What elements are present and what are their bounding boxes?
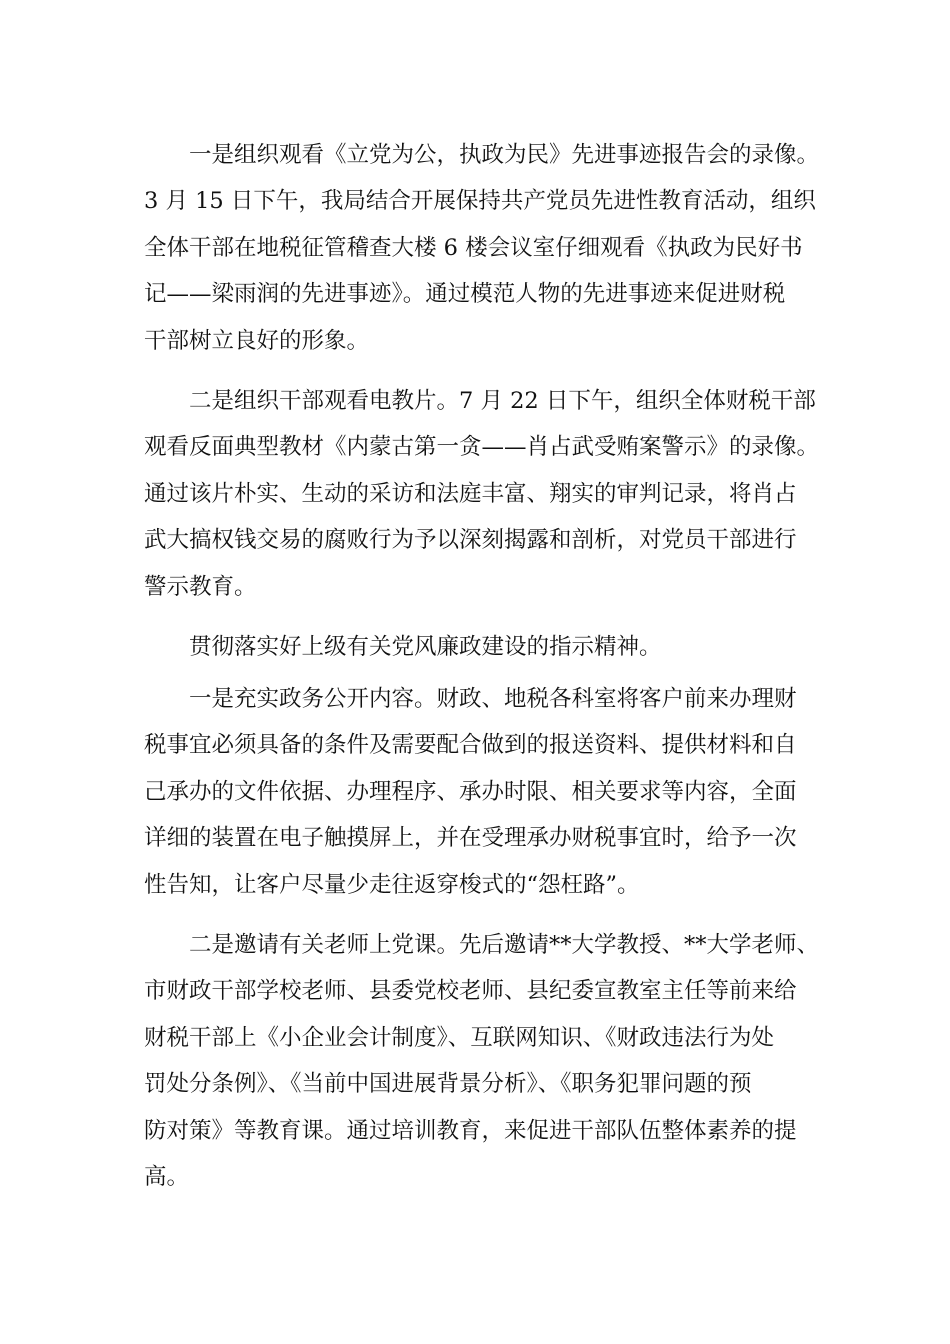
p5-line-3: 财税干部上《小企业会计制度》、互联网知识、《财政违法行为处	[144, 1025, 775, 1051]
p1-line-1: 一是组织观看《立党为公，执政为民》先进事迹报告会的录像。	[189, 142, 820, 168]
p5-line-5: 防对策》等教育课。通过培训教育，来促进干部队伍整体素养的提	[144, 1118, 797, 1144]
p4-line-3: 己承办的文件依据、办理程序、承办时限、相关要求等内容，全面	[144, 779, 797, 805]
p1-line-3: 全体干部在地税征管稽查大楼 6 楼会议室仔细观看《执政为民好书	[144, 235, 803, 261]
p2-line-4: 武大搞权钱交易的腐败行为予以深刻揭露和剖析，对党员干部进行	[144, 527, 797, 553]
p1-line-2: 3 月 15 日下午，我局结合开展保持共产党员先进性教育活动，组织	[144, 188, 816, 214]
p1-line-5: 干部树立良好的形象。	[144, 328, 370, 354]
p1-line-4: 记——梁雨润的先进事迹》。通过模范人物的先进事迹来促进财税	[144, 281, 786, 307]
p2-line-2: 观看反面典型教材《内蒙古第一贪——肖占武受贿案警示》的录像。	[144, 434, 820, 460]
p3-line-1: 贯彻落实好上级有关党风廉政建设的指示精神。	[189, 634, 662, 660]
p2-line-3: 通过该片朴实、生动的采访和法庭丰富、翔实的审判记录，将肖占	[144, 481, 797, 507]
p4-line-2: 税事宜必须具备的条件及需要配合做到的报送资料、提供材料和自	[144, 732, 797, 758]
p4-line-1: 一是充实政务公开内容。财政、地税各科室将客户前来办理财	[189, 686, 797, 712]
p5-line-4: 罚处分条例》、《当前中国进展背景分析》、《职务犯罪问题的预	[144, 1071, 752, 1097]
p2-line-1: 二是组织干部观看电教片。7 月 22 日下午，组织全体财税干部	[189, 388, 816, 414]
p4-line-5: 性告知，让客户尽量少走往返穿梭式的“怨枉路”。	[144, 872, 640, 898]
p5-line-2: 市财政干部学校老师、县委党校老师、县纪委宣教室主任等前来给	[144, 978, 797, 1004]
p4-line-4: 详细的装置在电子触摸屏上，并在受理承办财税事宜时，给予一次	[144, 825, 797, 851]
p5-line-1: 二是邀请有关老师上党课。先后邀请**大学教授、**大学老师、	[189, 932, 820, 958]
p5-line-6: 高。	[144, 1164, 190, 1190]
p2-line-5: 警示教育。	[144, 574, 257, 600]
